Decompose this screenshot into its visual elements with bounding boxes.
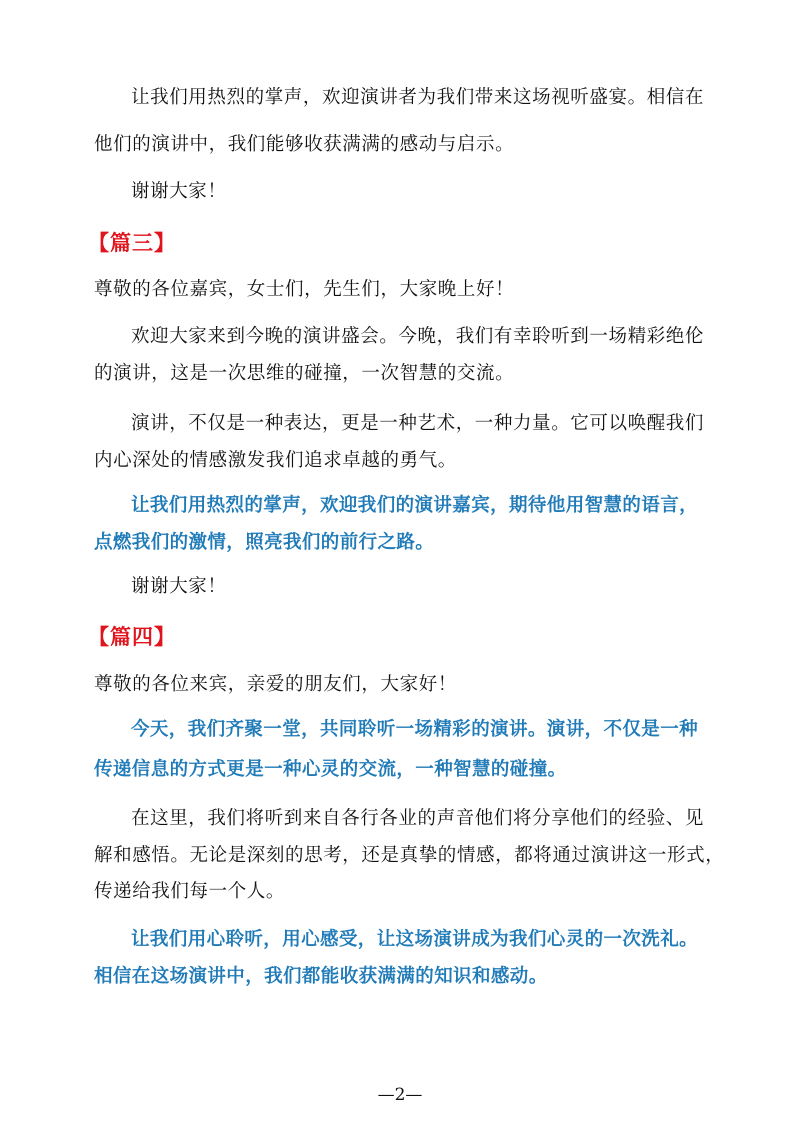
section-4-heading: 【篇四】 <box>88 625 176 649</box>
section-4-greeting: 尊敬的各位来宾，亲爱的朋友们，大家好！ <box>94 674 457 695</box>
section-4-emphasis-2-line-2: 相信在这场演讲中，我们都能收获满满的知识和感动。 <box>94 966 548 987</box>
section-4-emphasis-1-line-2: 传递信息的方式更是一种心灵的交流，一种智慧的碰撞。 <box>94 759 567 780</box>
intro-closing: 谢谢大家！ <box>131 181 227 202</box>
section-3-paragraph-2-line-1: 演讲，不仅是一种表达，更是一种艺术，一种力量。它可以唤醒我们 <box>131 413 705 434</box>
page-number: —2— <box>377 1085 423 1105</box>
section-3-greeting: 尊敬的各位嘉宾，女士们，先生们，大家晚上好！ <box>94 279 515 300</box>
section-3-closing: 谢谢大家！ <box>131 576 227 597</box>
section-4-paragraph-2-line-3: 传递给我们每一个人。 <box>94 881 286 902</box>
section-4-emphasis-2-line-1: 让我们用心聆听，用心感受，让这场演讲成为我们心灵的一次洗礼。 <box>131 929 699 950</box>
section-3-paragraph-1-line-1: 欢迎大家来到今晚的演讲盛会。今晚，我们有幸聆听到一场精彩绝伦 <box>131 326 705 347</box>
intro-paragraph-line-1: 让我们用热烈的掌声，欢迎演讲者为我们带来这场视听盛宴。相信在 <box>131 87 705 108</box>
section-4-paragraph-2-line-1: 在这里，我们将听到来自各行各业的声音他们将分享他们的经验、见 <box>131 808 705 829</box>
intro-paragraph-line-2: 他们的演讲中，我们能够收获满满的感动与启示。 <box>94 134 515 155</box>
section-3-paragraph-2-line-2: 内心深处的情感激发我们追求卓越的勇气。 <box>94 450 457 471</box>
section-3-heading: 【篇三】 <box>88 231 176 255</box>
section-4-emphasis-1-line-1: 今天，我们齐聚一堂，共同聆听一场精彩的演讲。演讲，不仅是一种 <box>131 719 699 740</box>
section-4-paragraph-2-line-2: 解和感悟。无论是深刻的思考，还是真挚的情感，都将通过演讲这一形式， <box>94 845 725 866</box>
section-3-emphasis-line-2: 点燃我们的激情，照亮我们的前行之路。 <box>94 532 435 553</box>
section-3-paragraph-1-line-2: 的演讲，这是一次思维的碰撞，一次智慧的交流。 <box>94 363 515 384</box>
section-3-emphasis-line-1: 让我们用热烈的掌声，欢迎我们的演讲嘉宾，期待他用智慧的语言， <box>131 495 699 516</box>
